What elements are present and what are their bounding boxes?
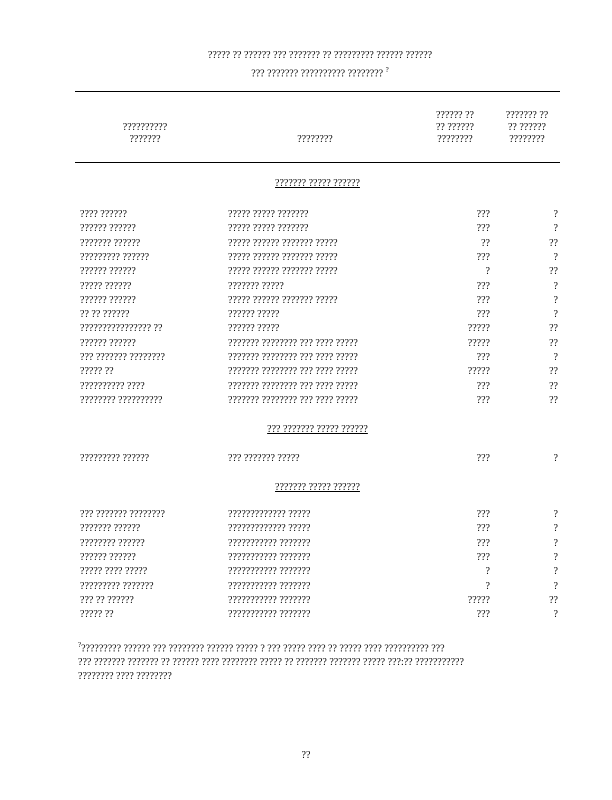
table-cell: ??????? ???????? ??? ???? ?????: [228, 337, 358, 349]
table-row: [80, 280, 560, 294]
table-row: [80, 452, 560, 466]
table-cell: ?????? ??????: [80, 223, 136, 235]
table-cell: ???: [476, 551, 490, 563]
table-row: [80, 594, 560, 608]
table-cell: ??????? ???????? ??? ???? ?????: [228, 380, 358, 392]
table-row: [80, 322, 560, 336]
table-row: [80, 537, 560, 551]
table-cell: ??????? ???????? ??? ???? ?????: [228, 352, 358, 363]
table-cell: ?????? ?????: [228, 309, 280, 321]
table-row: [80, 608, 560, 622]
table-cell: ???: [476, 609, 490, 621]
table-cell: ???: [476, 209, 490, 220]
table-cell: ?: [553, 509, 558, 520]
table-cell: ???: [476, 352, 490, 363]
table-cell: ??????? ??????: [80, 237, 141, 249]
table-cell: ????????? ??????: [80, 251, 150, 263]
table-cell: ??? ??????? ????????: [80, 509, 165, 520]
table-cell: ??? ??????? ????????: [80, 352, 165, 363]
table-cell: ??: [549, 337, 558, 349]
table-cell: ????? ???? ?????: [80, 566, 148, 578]
table-cell: ????????? ??????: [80, 453, 150, 464]
table-cell: ?: [553, 566, 558, 578]
table-cell: ?: [553, 609, 558, 621]
table-cell: ????? ?????? ??????? ?????: [228, 251, 338, 263]
header-col-3-line-1: ?????? ??: [435, 110, 474, 121]
table-cell: ??????????? ???????: [228, 537, 311, 549]
table-cell: ?: [553, 453, 558, 464]
table-cell: ???? ??????: [80, 209, 127, 220]
table-cell: ??: [549, 366, 558, 378]
table-cell: ????? ??????: [80, 280, 132, 292]
table-cell: ?: [485, 580, 490, 592]
table-cell: ?: [553, 523, 558, 535]
table-cell: ??????? ???????? ??? ???? ?????: [228, 394, 358, 406]
table-row: [80, 294, 560, 308]
section-title: ??? ??????? ????? ??????: [267, 424, 368, 435]
document-title: [70, 48, 570, 81]
table-cell: ????? ????? ???????: [228, 209, 309, 220]
table-cell: ??????????? ???????: [228, 594, 311, 606]
footnote: [78, 638, 563, 684]
footnote-line-2: ??? ??????? ??????? ?? ?????? ???? ???????? ????? ?? ??????? ??????? ????? ???:?? ???????????: [78, 657, 464, 669]
table-cell: ?????: [467, 366, 490, 378]
table-cell: ??: [549, 594, 558, 606]
table-cell: ?: [553, 294, 558, 306]
header-col-3: [420, 110, 490, 146]
table-cell: ???????? ??????????: [80, 394, 163, 406]
table-cell: ???: [476, 223, 490, 235]
table-cell: ???????????????? ??: [80, 323, 163, 335]
table-cell: ?: [485, 266, 490, 278]
table-cell: ?????? ?????: [228, 323, 280, 335]
table-row: [80, 508, 560, 522]
table-cell: ????? ?????? ??????? ?????: [228, 294, 338, 306]
footnote-mark: ?: [78, 641, 82, 649]
section-title: ??????? ????? ??????: [275, 178, 360, 189]
table-cell: ??????????? ???????: [228, 609, 311, 621]
table-cell: ??????????? ???????: [228, 580, 311, 592]
table-cell: ????????????? ?????: [228, 523, 311, 535]
header-bottom-rule: [75, 162, 560, 163]
table-cell: ?????: [467, 323, 490, 335]
table-row: [80, 337, 560, 351]
header-col-4-line-1: ??????? ??: [505, 110, 549, 121]
table-cell: ?????? ??????: [80, 551, 136, 563]
table-row: [80, 394, 560, 408]
table-row: [80, 565, 560, 579]
table-cell: ????? ?????? ??????? ?????: [228, 266, 338, 278]
title-line-2: ??? ??????? ?????????? ???????? ?: [251, 66, 389, 80]
table-cell: ?? ?? ??????: [80, 309, 130, 321]
table-row: [80, 208, 560, 222]
table-cell: ?????? ??????: [80, 337, 136, 349]
table-cell: ????????? ???????: [80, 580, 154, 592]
header-col-1: [105, 122, 185, 146]
page-number: ??: [301, 750, 311, 761]
table-row: [80, 222, 560, 236]
table-cell: ??????? ???????? ??? ???? ?????: [228, 366, 358, 378]
table-row: [80, 580, 560, 594]
header-col-4-line-3: ????????: [509, 134, 545, 145]
table-cell: ??: [549, 380, 558, 392]
table-cell: ?????? ??????: [80, 294, 136, 306]
table-cell: ??????????? ???????: [228, 566, 311, 578]
table-cell: ?: [553, 537, 558, 549]
table-cell: ??????? ?????: [228, 280, 284, 292]
table-cell: ??????? ??????: [80, 523, 141, 535]
table-cell: ?: [553, 551, 558, 563]
table-cell: ??: [549, 266, 558, 278]
table-cell: ????? ??: [80, 609, 114, 621]
header-top-rule: [75, 91, 560, 92]
table-row: [80, 251, 560, 265]
header-col-2: [270, 134, 360, 146]
table-cell: ??: [549, 237, 558, 249]
table-cell: ?: [553, 209, 558, 220]
header-col-3-line-2: ?? ??????: [435, 122, 474, 133]
footnote-line-1: ?????????? ?????? ??? ???????? ?????? ????? ? ??? ????? ???? ?? ????? ???? ?????????? ???: [78, 641, 445, 655]
table-cell: ???: [476, 523, 490, 535]
table-cell: ?????????? ????: [80, 380, 145, 392]
section-title: ??????? ????? ??????: [275, 482, 360, 493]
table-cell: ??? ?? ??????: [80, 594, 134, 606]
table-row: [80, 522, 560, 536]
header-col-4-line-2: ?? ??????: [507, 122, 546, 133]
table-row: [80, 265, 560, 279]
table-cell: ?: [553, 580, 558, 592]
table-cell: ??????????? ???????: [228, 551, 311, 563]
table-cell: ?: [553, 251, 558, 263]
header-col-2-line: ????????: [297, 134, 333, 145]
table-cell: ??? ??????? ?????: [228, 453, 300, 464]
header-col-4: [492, 110, 562, 146]
table-cell: ???: [476, 251, 490, 263]
title-footnote-mark: ?: [385, 66, 389, 74]
table-cell: ???: [476, 309, 490, 321]
table-row: [80, 365, 560, 379]
table-cell: ???: [476, 509, 490, 520]
table-cell: ????? ????? ???????: [228, 223, 309, 235]
table-cell: ?: [553, 280, 558, 292]
title-line-1: ????? ?? ?????? ??? ??????? ?? ????????? ?????? ??????: [207, 50, 433, 61]
table-cell: ?????: [467, 594, 490, 606]
table-cell: ?: [553, 352, 558, 363]
table-cell: ???: [476, 394, 490, 406]
table-cell: ???????? ??????: [80, 537, 145, 549]
table-cell: ???: [476, 294, 490, 306]
table-cell: ???: [476, 537, 490, 549]
table-row: [80, 380, 560, 394]
table-row: [80, 351, 560, 365]
table-cell: ?: [485, 566, 490, 578]
table-cell: ??: [549, 394, 558, 406]
table-cell: ????????????? ?????: [228, 509, 311, 520]
table-cell: ??: [481, 237, 490, 249]
header-col-1-line-2: ???????: [129, 134, 161, 145]
table-cell: ?????? ??????: [80, 266, 136, 278]
table-cell: ???: [476, 280, 490, 292]
table-cell: ????? ?????? ??????? ?????: [228, 237, 338, 249]
table-cell: ?????: [467, 337, 490, 349]
table-cell: ??: [549, 323, 558, 335]
table-cell: ?: [553, 309, 558, 321]
table-cell: ?: [553, 223, 558, 235]
table-row: [80, 237, 560, 251]
table-cell: ????? ??: [80, 366, 114, 378]
footnote-line-3: ???????? ???? ????????: [78, 671, 172, 683]
header-col-3-line-3: ????????: [437, 134, 473, 145]
header-col-1-line-1: ??????????: [122, 122, 168, 133]
table-row: [80, 551, 560, 565]
table-cell: ???: [476, 453, 490, 464]
table-row: [80, 308, 560, 322]
table-cell: ???: [476, 380, 490, 392]
